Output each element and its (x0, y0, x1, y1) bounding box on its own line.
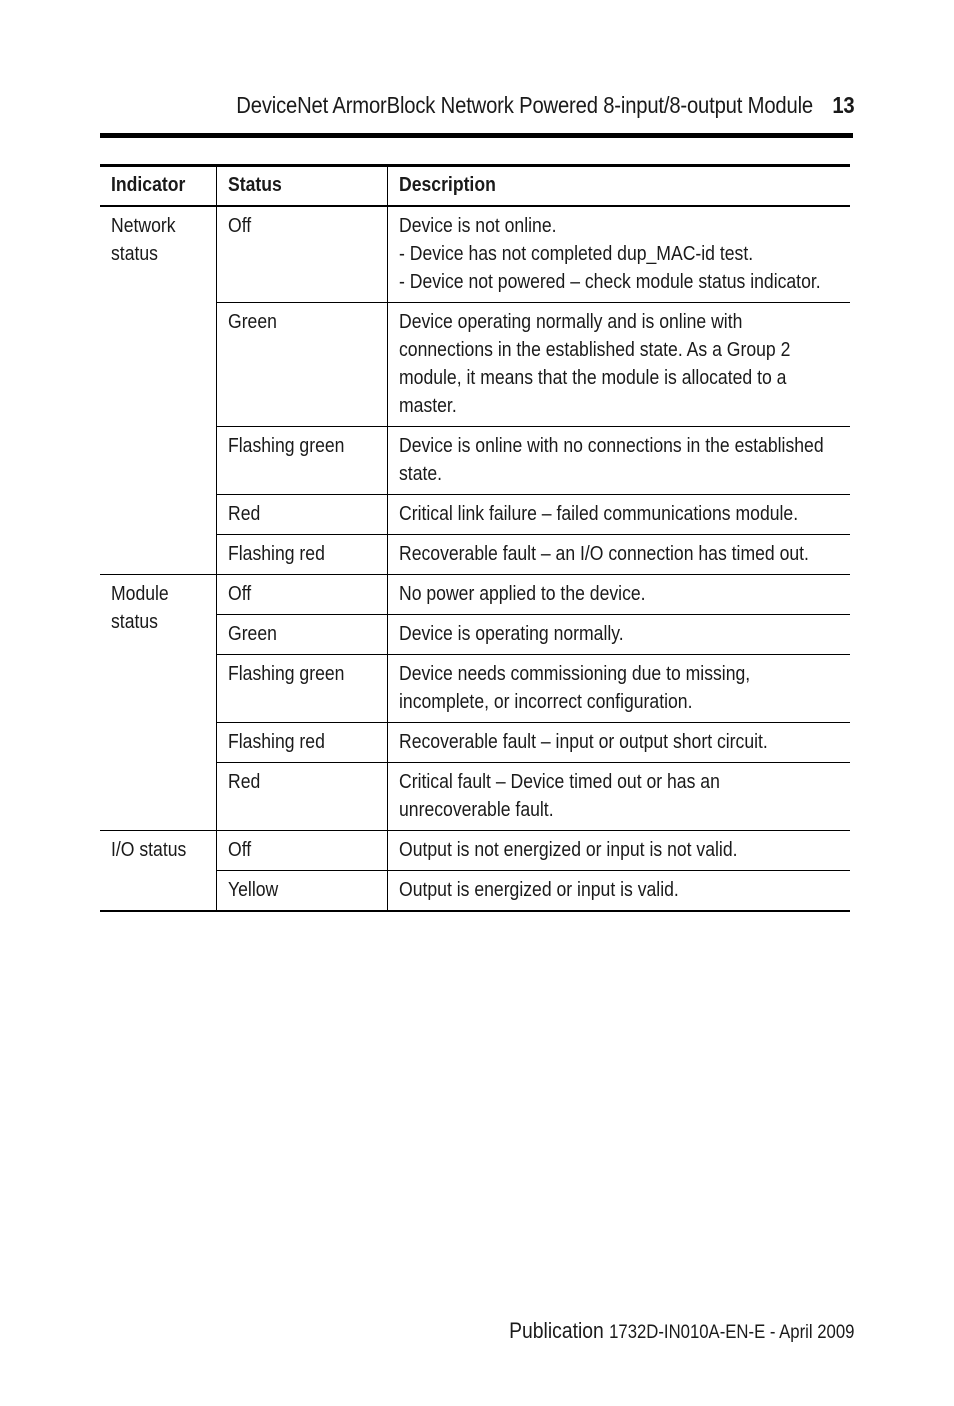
table-body (100, 206, 850, 911)
description-line: state. (398, 463, 442, 485)
description-line: connections in the established state. As a Group 2 (398, 339, 790, 361)
indicator-cell (100, 575, 216, 831)
description-line: unrecoverable fault. (398, 799, 554, 821)
status-cell (216, 206, 387, 303)
table-row (100, 575, 850, 615)
indicator-label: I/O status (111, 839, 187, 861)
description-line: Device needs commissioning due to missing, (398, 663, 750, 685)
description-cell (387, 615, 850, 655)
publication-footer (509, 1318, 854, 1344)
description-line: Output is energized or input is valid. (398, 879, 679, 901)
description-line: master. (398, 395, 457, 417)
description-cell (387, 427, 850, 495)
description-line: - Device has not completed dup_MAC-id test. (398, 243, 753, 265)
status-label: Red (227, 771, 260, 793)
description-cell (387, 303, 850, 427)
header-rule (100, 133, 853, 138)
status-cell (216, 871, 387, 912)
status-cell (216, 655, 387, 723)
indicator-label: Module (111, 583, 169, 605)
description-cell (387, 655, 850, 723)
description-line: module, it means that the module is allocated to a (398, 367, 786, 389)
status-cell (216, 427, 387, 495)
description-cell (387, 495, 850, 535)
indicator-label: Network (111, 215, 176, 237)
indicator-status-table (100, 164, 850, 912)
status-label: Red (227, 503, 260, 525)
description-line: - Device not powered – check module status indicator. (398, 271, 821, 293)
page-number: 13 (831, 92, 854, 118)
status-label: Off (227, 215, 251, 237)
table-row (100, 831, 850, 871)
column-header-indicator: Indicator (111, 174, 186, 196)
description-cell (387, 871, 850, 912)
status-label: Flashing red (227, 543, 325, 565)
description-cell (387, 763, 850, 831)
status-label: Off (227, 839, 251, 861)
status-cell (216, 831, 387, 871)
description-line: Recoverable fault – an I/O connection has timed out. (398, 543, 809, 565)
status-cell (216, 615, 387, 655)
description-line: Critical fault – Device timed out or has an (398, 771, 720, 793)
table-row (100, 206, 850, 303)
page-title: DeviceNet ArmorBlock Network Powered 8-input/8-output Module (235, 92, 813, 118)
status-label: Yellow (227, 879, 278, 901)
description-cell (387, 831, 850, 871)
description-line: Device is operating normally. (398, 623, 624, 645)
publication-number: 1732D-IN010A-EN-E - April 2009 (608, 1322, 854, 1343)
column-header-description: Description (387, 166, 850, 207)
status-cell (216, 535, 387, 575)
description-cell (387, 575, 850, 615)
description-line: Device is not online. (398, 215, 557, 237)
status-cell (216, 723, 387, 763)
indicator-cell (100, 831, 216, 912)
description-line: Critical link failure – failed communications module. (398, 503, 798, 525)
status-label: Flashing green (227, 435, 344, 457)
description-cell (387, 723, 850, 763)
description-line: Device is online with no connections in the established (398, 435, 824, 457)
status-cell (216, 303, 387, 427)
description-line: Device operating normally and is online with (398, 311, 742, 333)
status-label: Green (227, 623, 277, 645)
description-line: incomplete, or incorrect configuration. (398, 691, 692, 713)
description-cell (387, 535, 850, 575)
indicator-label: status (111, 243, 158, 265)
status-label: Flashing green (227, 663, 344, 685)
status-label: Off (227, 583, 251, 605)
description-line: Recoverable fault – input or output short circuit. (398, 731, 768, 753)
publication-label: Publication (508, 1318, 604, 1343)
status-cell (216, 575, 387, 615)
indicator-label: status (111, 611, 158, 633)
description-cell (387, 206, 850, 303)
indicator-cell (100, 206, 216, 575)
description-line: No power applied to the device. (398, 583, 646, 605)
column-header-status: Status (216, 166, 387, 207)
description-line: Output is not energized or input is not valid. (398, 839, 738, 861)
table-header-row (100, 166, 850, 207)
status-cell (216, 763, 387, 831)
status-cell (216, 495, 387, 535)
status-label: Green (227, 311, 277, 333)
status-label: Flashing red (227, 731, 325, 753)
page-header (236, 92, 854, 119)
